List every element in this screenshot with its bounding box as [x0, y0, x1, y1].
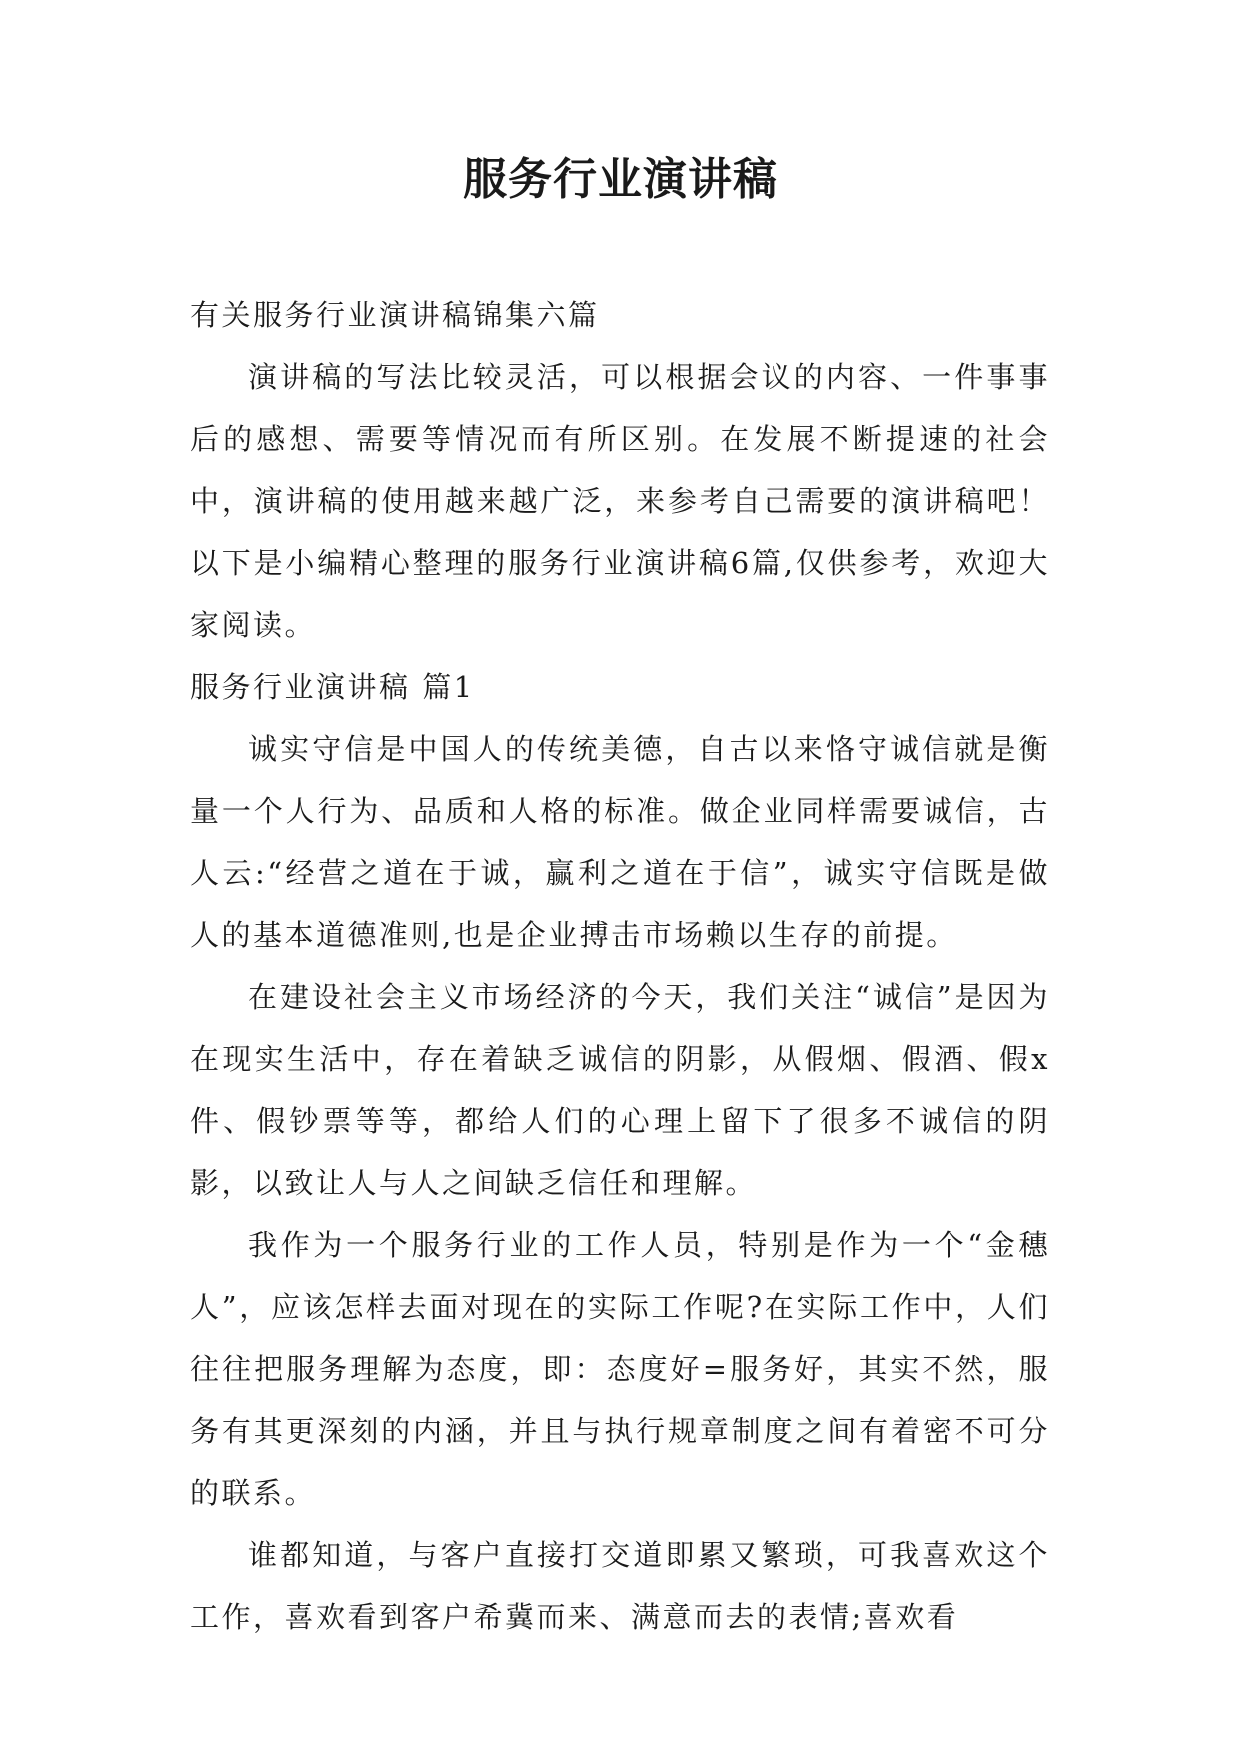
body-paragraph: 诚实守信是中国人的传统美德，自古以来恪守诚信就是衡量一个人行为、品质和人格的标准。做企业同样需要诚信，古人云:“经营之道在于诚，赢利之道在于信”，诚实守信既是做人的基本道德准则,也是企业搏击市场赖以生存的前提。	[190, 732, 1050, 952]
document-subtitle: 有关服务行业演讲稿锦集六篇	[190, 298, 600, 332]
section-heading: 服务行业演讲稿 篇1	[190, 670, 475, 704]
body-paragraph: 我作为一个服务行业的工作人员，特别是作为一个“金穗人”，应该怎样去面对现在的实际工作呢?在实际工作中，人们往往把服务理解为态度，即：态度好=服务好，其实不然，服务有其更深刻的内涵，并且与执行规章制度之间有着密不可分的联系。	[190, 1228, 1050, 1510]
body-paragraph: 在建设社会主义市场经济的今天，我们关注“诚信”是因为在现实生活中，存在着缺乏诚信的阴影，从假烟、假酒、假x件、假钞票等等，都给人们的心理上留下了很多不诚信的阴影，以致让人与人之间缺乏信任和理解。	[190, 980, 1050, 1200]
document-body	[190, 284, 1050, 1648]
body-paragraph: 谁都知道，与客户直接打交道即累又繁琐，可我喜欢这个工作，喜欢看到客户希冀而来、满意而去的表情;喜欢看	[190, 1538, 1050, 1634]
intro-paragraph: 演讲稿的写法比较灵活，可以根据会议的内容、一件事事后的感想、需要等情况而有所区别。在发展不断提速的社会中，演讲稿的使用越来越广泛，来参考自己需要的演讲稿吧！以下是小编精心整理的服务行业演讲稿6篇,仅供参考，欢迎大家阅读。	[190, 360, 1050, 642]
document-title: 服务行业演讲稿	[463, 154, 778, 205]
